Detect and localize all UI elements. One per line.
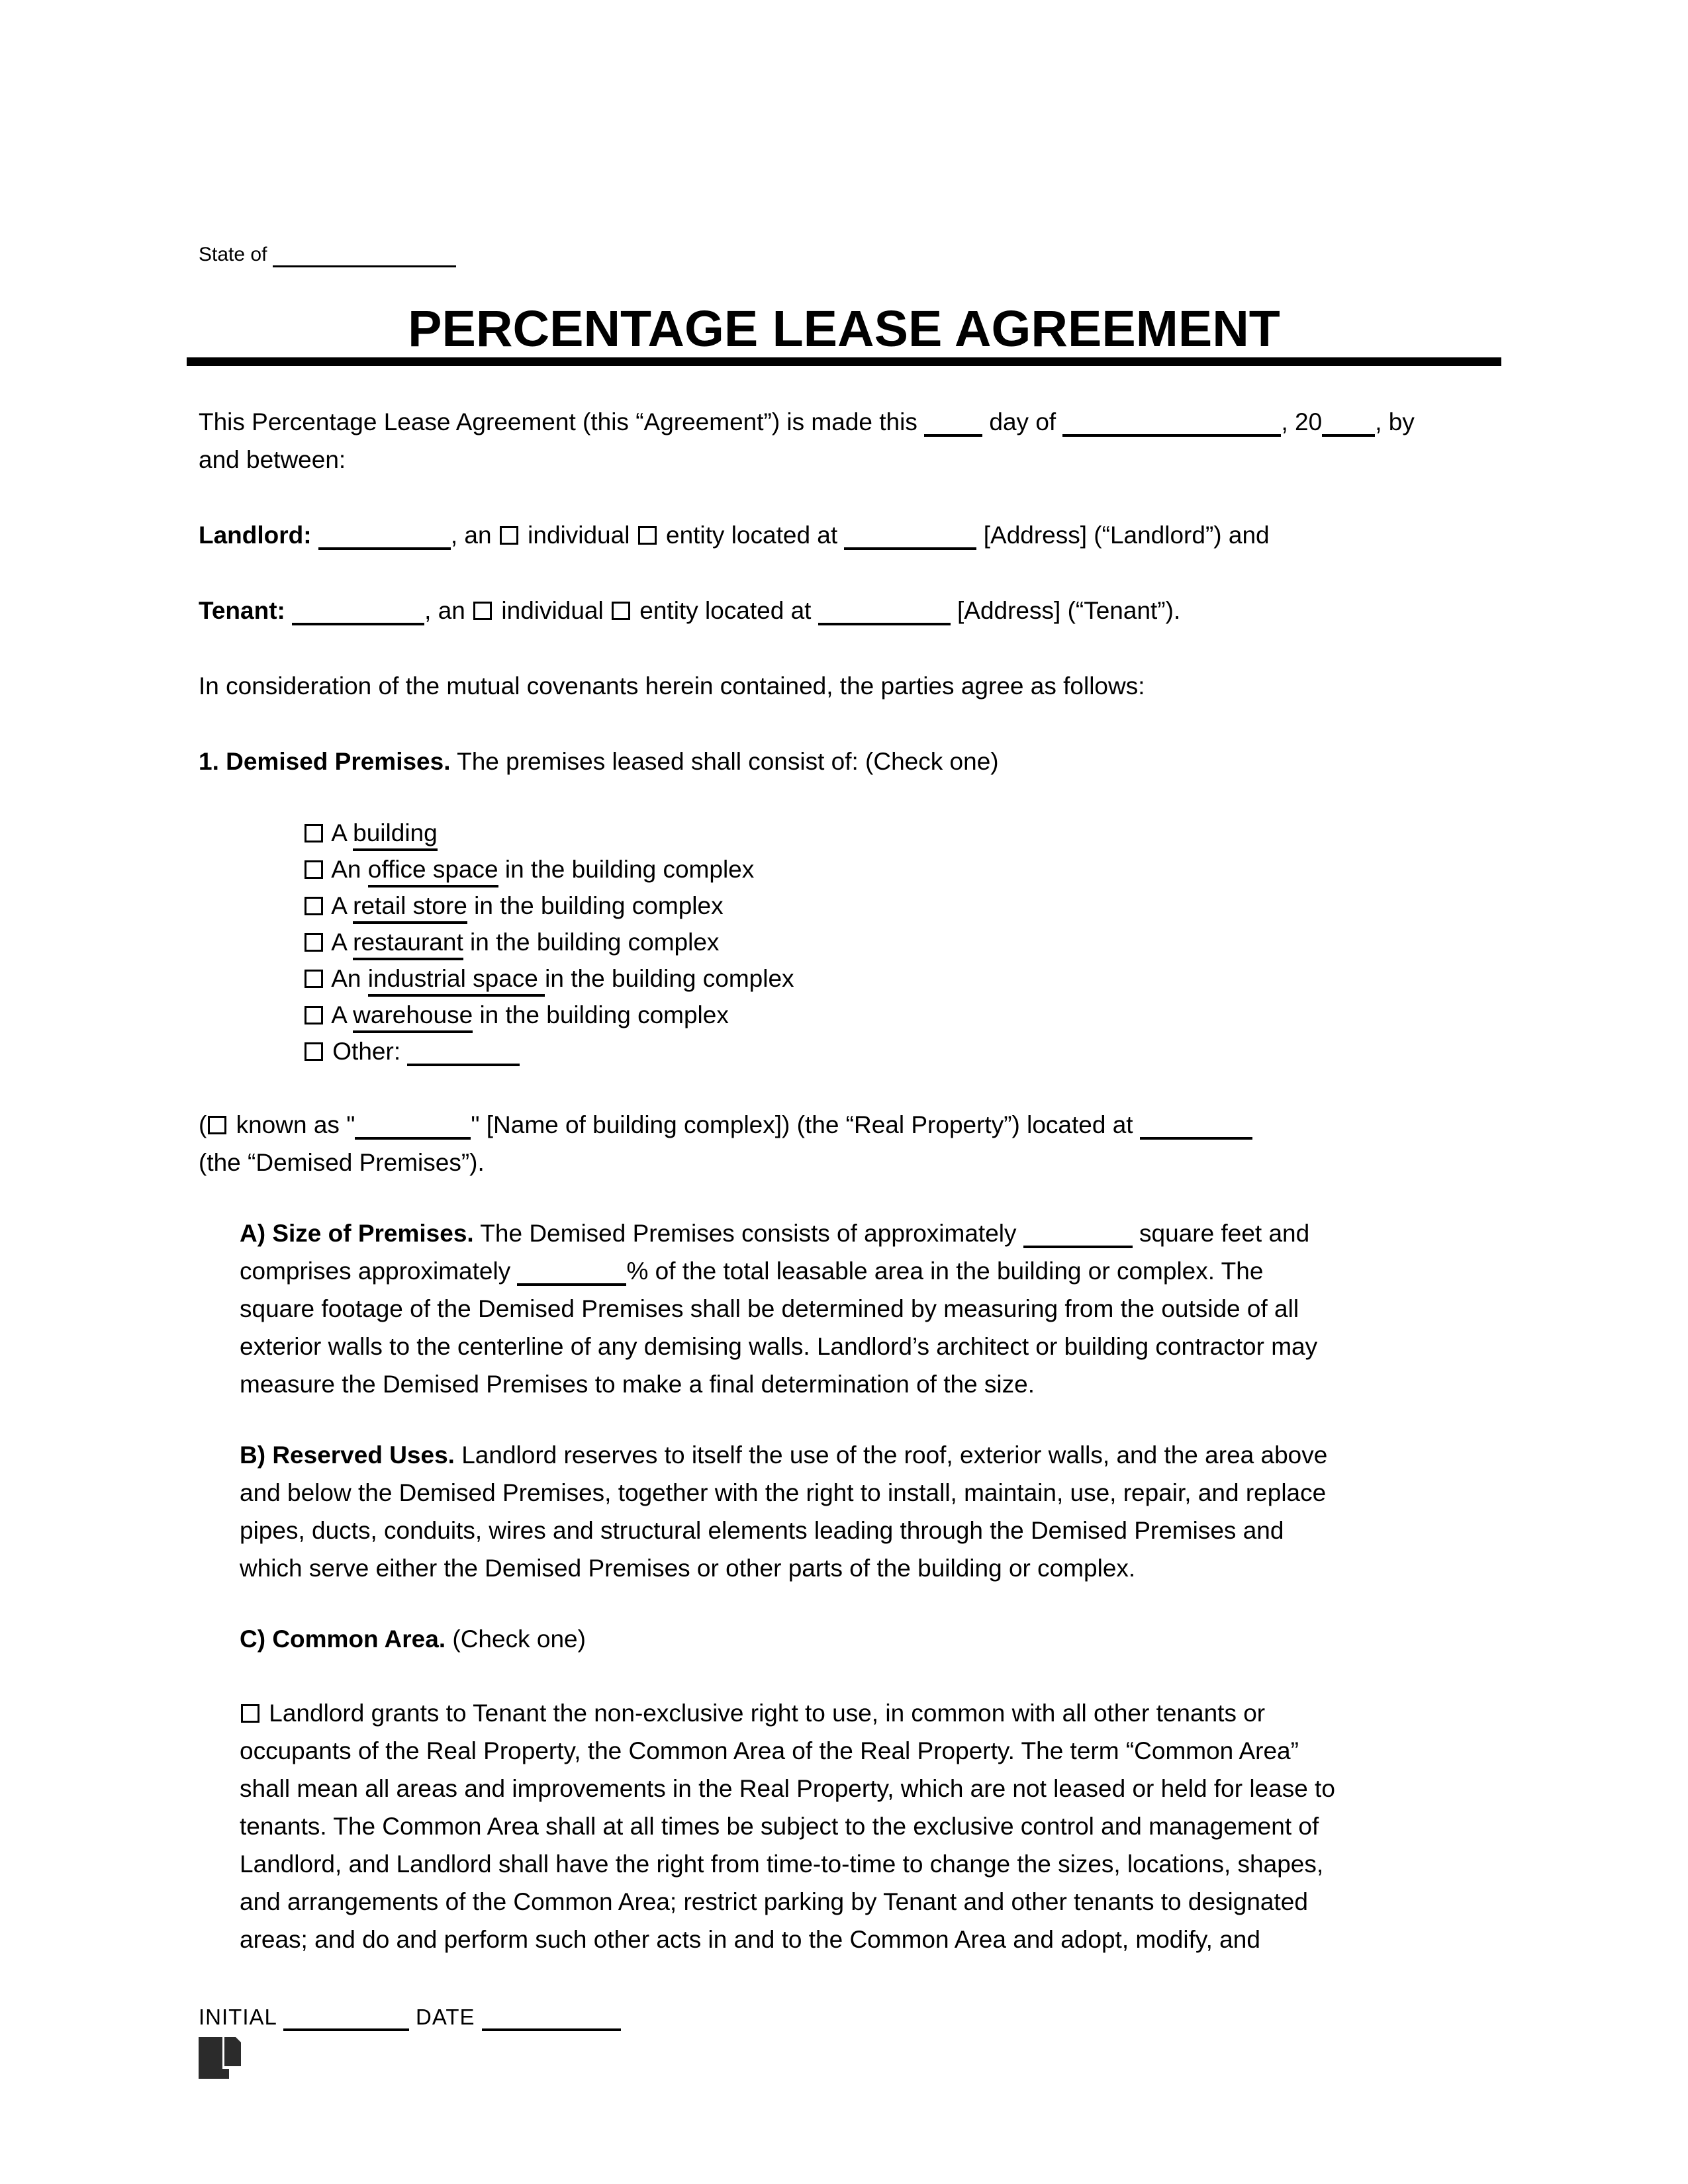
text: A — [326, 1001, 353, 1028]
common-area-option — [199, 1694, 1489, 1958]
underlined-term: building — [353, 819, 438, 851]
checkbox-item — [199, 924, 1489, 960]
blank-field[interactable] — [1023, 1219, 1133, 1248]
text: individual — [520, 522, 637, 549]
bold-label: 1. Demised Premises. — [199, 748, 451, 775]
checkbox-item — [199, 887, 1489, 924]
text: ( — [199, 1111, 207, 1138]
text: In consideration of the mutual covenants herein contained, the parties agree as follows: — [199, 672, 1145, 700]
blank-field[interactable] — [407, 1037, 520, 1066]
text: shall mean all areas and improvements in the Real Property, which are not leased or held for lease to — [240, 1775, 1335, 1802]
bold-label: Landlord: — [199, 522, 318, 549]
text: known as " — [229, 1111, 355, 1138]
text: measure the Demised Premises to make a final determination of the size. — [240, 1371, 1035, 1398]
legaltemplates-logo — [199, 2037, 241, 2079]
text: and between: — [199, 446, 346, 473]
text: areas; and do and perform such other acts in and to the Common Area and adopt, modify, and — [240, 1926, 1260, 1953]
text: A — [326, 892, 353, 919]
blank-field[interactable] — [318, 521, 451, 550]
blank-field[interactable] — [1322, 408, 1375, 437]
text: entity located at — [659, 522, 845, 549]
text: in the building complex — [463, 929, 720, 956]
text: An — [326, 965, 368, 992]
blank-field[interactable] — [273, 243, 456, 267]
blank-field[interactable] — [1140, 1111, 1252, 1140]
section1-heading — [199, 743, 1489, 780]
blank-field[interactable] — [482, 2002, 621, 2031]
bold-label: B) Reserved Uses. — [240, 1441, 455, 1469]
text: square footage of the Demised Premises shall be determined by measuring from the outside of all — [240, 1295, 1299, 1322]
text: in the building complex — [498, 856, 755, 883]
text: A — [326, 819, 353, 846]
bold-label: Tenant: — [199, 597, 293, 624]
state-of-line — [199, 236, 1489, 273]
checkbox[interactable] — [305, 897, 323, 915]
text: Landlord reserves to itself the use of the roof, exterior walls, and the area above — [454, 1441, 1328, 1469]
section-b-paragraph — [199, 1436, 1489, 1587]
blank-field[interactable] — [355, 1111, 471, 1140]
text: , by — [1375, 408, 1415, 435]
text: entity located at — [632, 597, 818, 624]
text: and below the Demised Premises, together with the right to install, maintain, use, repair, and replace — [240, 1479, 1327, 1506]
text: , 20 — [1281, 408, 1323, 435]
text: DATE — [408, 2005, 482, 2029]
text: occupants of the Real Property, the Common Area of the Real Property. The term “Common Area” — [240, 1737, 1299, 1764]
checkbox-item — [199, 997, 1489, 1033]
blank-field[interactable] — [924, 408, 982, 437]
checkbox[interactable] — [305, 970, 323, 988]
text: which serve either the Demised Premises or other parts of the building or complex. — [240, 1555, 1136, 1582]
underlined-term: warehouse — [353, 1001, 473, 1033]
checkbox[interactable] — [305, 933, 323, 952]
text: and arrangements of the Common Area; restrict parking by Tenant and other tenants to designated — [240, 1888, 1308, 1915]
title-rule — [187, 357, 1501, 366]
text: in the building complex — [545, 965, 794, 992]
checkbox-item — [199, 960, 1489, 997]
text: An — [326, 856, 368, 883]
text: pipes, ducts, conduits, wires and structural elements leading through the Demised Premises and — [240, 1517, 1284, 1544]
text: A — [326, 929, 353, 956]
text: in the building complex — [473, 1001, 729, 1028]
text: (the “Demised Premises”). — [199, 1149, 485, 1176]
text: State of — [199, 244, 273, 265]
checkbox[interactable] — [241, 1704, 259, 1723]
tenant-line — [199, 592, 1489, 629]
blank-field[interactable] — [517, 1257, 626, 1286]
text: day of — [982, 408, 1063, 435]
checkbox[interactable] — [500, 526, 518, 545]
text: INITIAL — [199, 2005, 283, 2029]
bold-label: A) Size of Premises. — [240, 1220, 474, 1247]
initial-date-line — [199, 1998, 1489, 2036]
text: Landlord, and Landlord shall have the right from time-to-time to change the sizes, locations, shapes, — [240, 1850, 1324, 1878]
checkbox[interactable] — [612, 602, 630, 620]
text: " [Name of building complex]) (the “Real Property”) located at — [471, 1111, 1140, 1138]
blank-field[interactable] — [292, 596, 424, 625]
checkbox[interactable] — [305, 1006, 323, 1024]
premises-options-list — [199, 815, 1489, 1069]
text: in the building complex — [467, 892, 724, 919]
section-a-paragraph — [199, 1214, 1489, 1403]
text: [Address] (“Tenant”). — [950, 597, 1181, 624]
text: Other: — [326, 1038, 408, 1065]
section-c-heading — [199, 1620, 1489, 1658]
text: The premises leased shall consist of: (Check one) — [450, 748, 999, 775]
underlined-term: restaurant — [353, 929, 463, 960]
checkbox[interactable] — [305, 824, 323, 842]
text: individual — [494, 597, 610, 624]
checkbox[interactable] — [473, 602, 492, 620]
checkbox-item — [199, 851, 1489, 887]
known-as-paragraph — [199, 1106, 1489, 1181]
consideration-line — [199, 667, 1489, 705]
blank-field[interactable] — [1062, 408, 1281, 437]
text: tenants. The Common Area shall at all times be subject to the exclusive control and management of — [240, 1813, 1319, 1840]
text: Landlord grants to Tenant the non-exclusive right to use, in common with all other tenants or — [262, 1700, 1266, 1727]
checkbox-item — [199, 815, 1489, 851]
intro-paragraph — [199, 403, 1489, 478]
landlord-line — [199, 516, 1489, 554]
bold-label: C) Common Area. — [240, 1625, 446, 1653]
text: [Address] (“Landlord”) and — [976, 522, 1270, 549]
underlined-term: retail store — [353, 892, 467, 924]
checkbox[interactable] — [305, 1042, 323, 1061]
underlined-term: office space — [368, 856, 498, 887]
text: , an — [424, 597, 473, 624]
underlined-term: industrial space — [368, 965, 545, 997]
checkbox[interactable] — [305, 860, 323, 879]
checkbox[interactable] — [638, 526, 657, 545]
document-title: PERCENTAGE LEASE AGREEMENT — [408, 300, 1280, 357]
footer — [199, 1998, 1489, 2079]
text: , an — [450, 522, 498, 549]
text: (Check one) — [445, 1625, 586, 1653]
text: The Demised Premises consists of approximately — [473, 1220, 1023, 1247]
text: square feet and — [1132, 1220, 1310, 1247]
blank-field[interactable] — [283, 2002, 409, 2031]
checkbox[interactable] — [208, 1116, 226, 1134]
checkbox-item — [199, 1033, 1489, 1069]
text: % of the total leasable area in the building or complex. The — [626, 1257, 1264, 1285]
text: exterior walls to the centerline of any demising walls. Landlord’s architect or building contractor may — [240, 1333, 1318, 1360]
text: This Percentage Lease Agreement (this “Agreement”) is made this — [199, 408, 925, 435]
blank-field[interactable] — [818, 596, 951, 625]
text: comprises approximately — [240, 1257, 518, 1285]
blank-field[interactable] — [844, 521, 976, 550]
